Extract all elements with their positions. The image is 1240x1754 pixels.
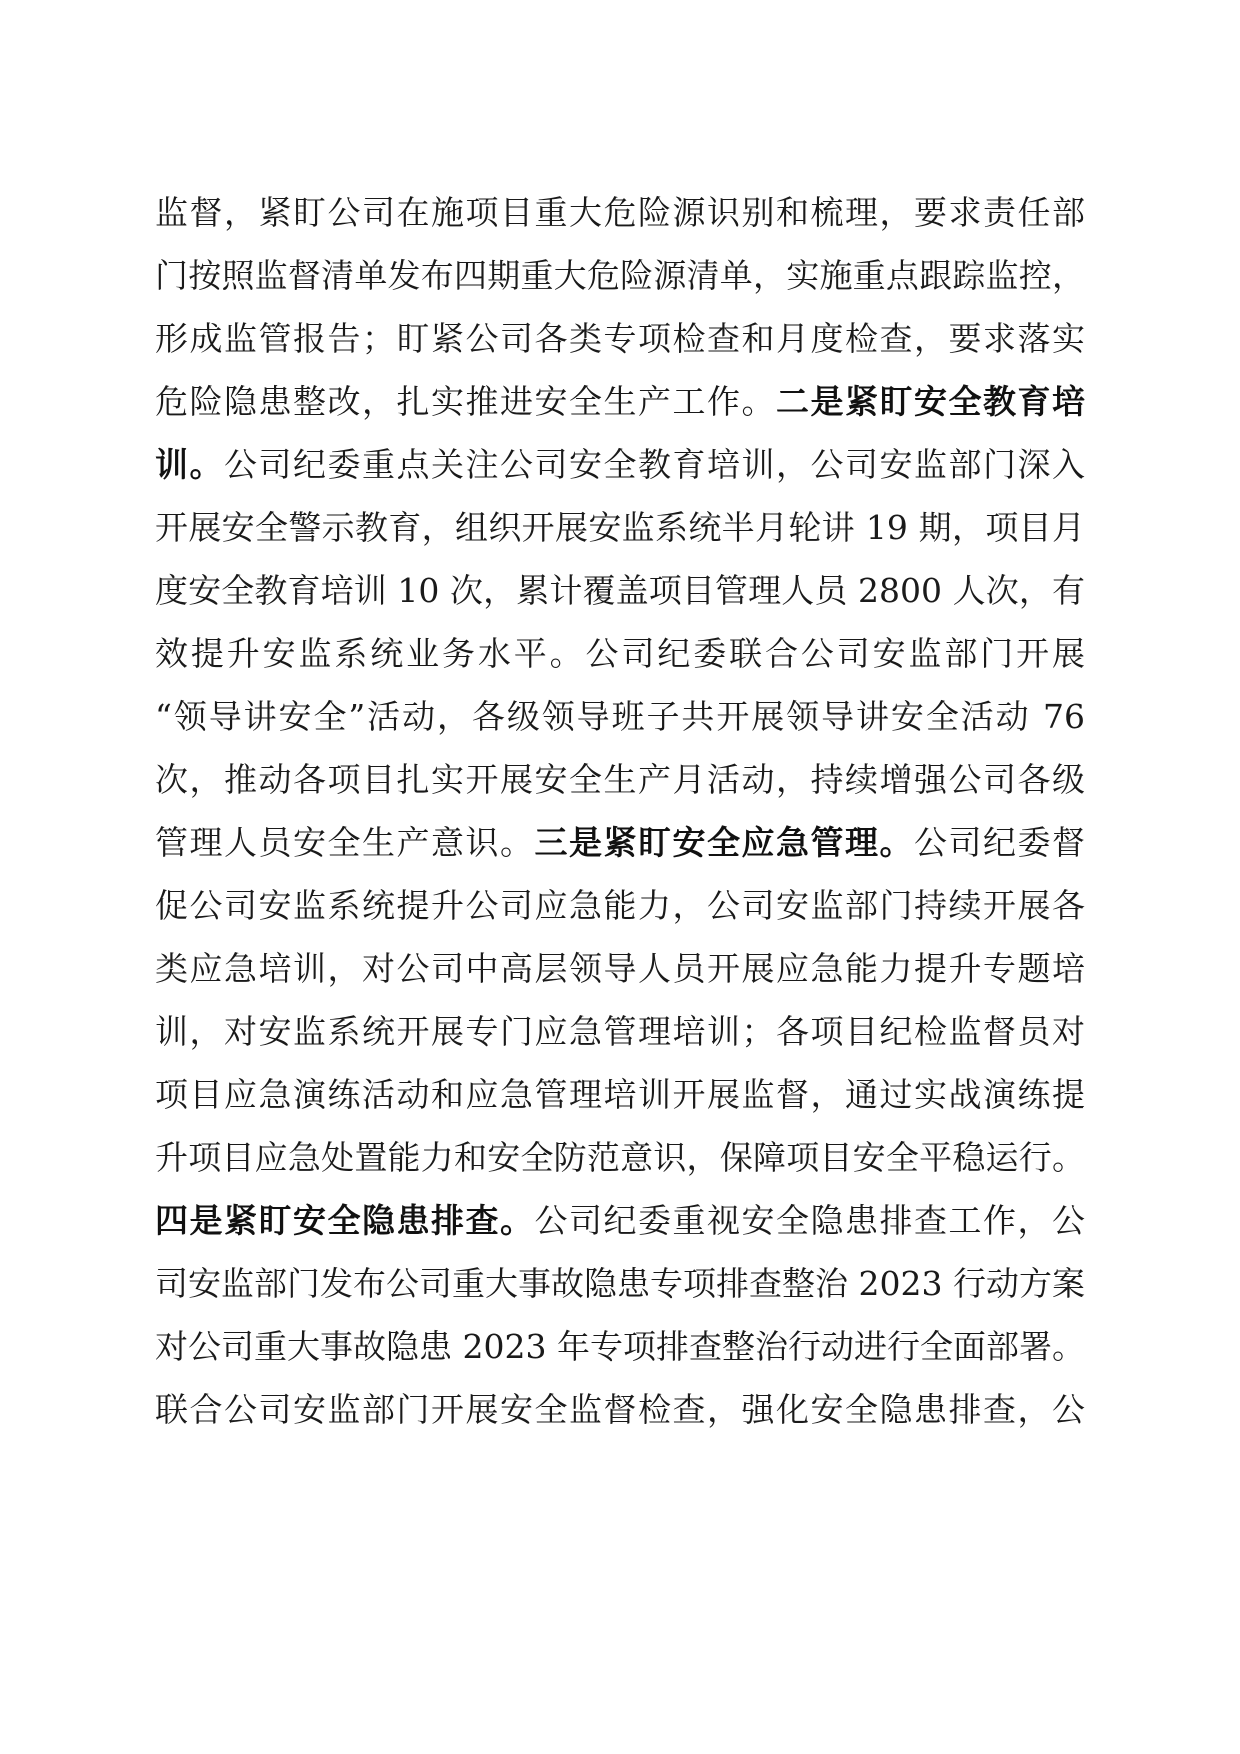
text-line [155, 181, 1085, 244]
text-line [155, 307, 1085, 370]
text-line [155, 1063, 1085, 1126]
text-line [155, 622, 1085, 685]
text-run: 升项目应急处置能力和安全防范意识，保障项目安全平稳运行。 [155, 1138, 1085, 1177]
text-run: 公司纪委重点关注公司安全教育培训，公司安监部门深入 [224, 445, 1085, 484]
text-run: 度安全教育培训 10 次，累计覆盖项目管理人员 2800 人次，有 [155, 571, 1085, 610]
text-line [155, 748, 1085, 811]
text-line [155, 1252, 1085, 1315]
text-run: 训，对安监系统开展专门应急管理培训；各项目纪检监督员对 [155, 1012, 1085, 1051]
text-run: 形成监管报告；盯紧公司各类专项检查和月度检查，要求落实 [155, 319, 1085, 358]
text-run: “领导讲安全”活动，各级领导班子共开展领导讲安全活动 76 [155, 697, 1085, 736]
text-run: 公司纪委重视安全隐患排查工作，公 [534, 1201, 1085, 1240]
text-line [155, 937, 1085, 1000]
text-line [155, 433, 1085, 496]
text-line [155, 1378, 1085, 1441]
text-run: 项目应急演练活动和应急管理培训开展监督，通过实战演练提 [155, 1075, 1085, 1114]
text-run: 司安监部门发布公司重大事故隐患专项排查整治 2023 行动方案 [155, 1264, 1085, 1303]
text-run: 效提升安监系统业务水平。公司纪委联合公司安监部门开展 [155, 634, 1085, 673]
text-line [155, 559, 1085, 622]
text-run: 公司纪委督 [914, 823, 1085, 862]
text-run: 管理人员安全生产意识。 [155, 823, 535, 862]
bold-heading-run: 训。 [155, 445, 224, 484]
bold-heading-run: 三是紧盯安全应急管理。 [534, 823, 914, 862]
bold-heading-run: 二是紧盯安全教育培 [776, 382, 1085, 421]
text-line [155, 496, 1085, 559]
text-line [155, 1000, 1085, 1063]
text-line [155, 244, 1085, 307]
text-run: 监督，紧盯公司在施项目重大危险源识别和梳理，要求责任部 [155, 193, 1085, 232]
text-run: 对公司重大事故隐患 2023 年专项排查整治行动进行全面部署。 [155, 1327, 1085, 1366]
text-run: 开展安全警示教育，组织开展安监系统半月轮讲 19 期，项目月 [155, 508, 1085, 547]
text-run: 促公司安监系统提升公司应急能力，公司安监部门持续开展各 [155, 886, 1085, 925]
text-line [155, 1126, 1085, 1189]
text-line [155, 685, 1085, 748]
text-run: 门按照监督清单发布四期重大危险源清单，实施重点跟踪监控， [155, 256, 1085, 295]
text-run: 次，推动各项目扎实开展安全生产月活动，持续增强公司各级 [155, 760, 1085, 799]
text-line [155, 1315, 1085, 1378]
text-run: 联合公司安监部门开展安全监督检查，强化安全隐患排查，公 [155, 1390, 1085, 1429]
text-line [155, 811, 1085, 874]
text-line [155, 874, 1085, 937]
text-line [155, 370, 1085, 433]
text-line [155, 1189, 1085, 1252]
bold-heading-run: 四是紧盯安全隐患排查。 [155, 1201, 535, 1240]
text-run: 类应急培训，对公司中高层领导人员开展应急能力提升专题培 [155, 949, 1085, 988]
text-run: 危险隐患整改，扎实推进安全生产工作。 [155, 382, 776, 421]
body-text [155, 181, 1085, 1441]
